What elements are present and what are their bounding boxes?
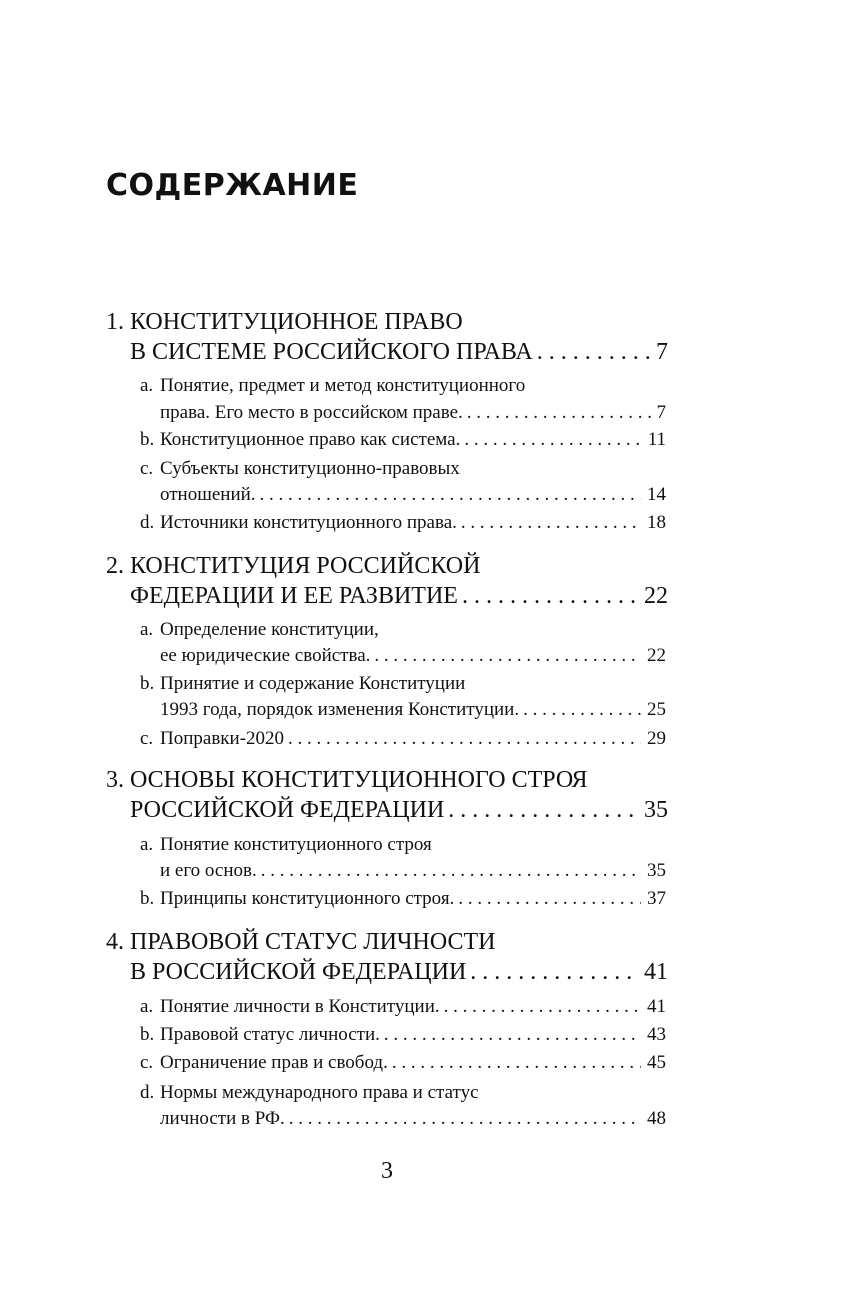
section-title-line1: Конституционное право как система. bbox=[160, 429, 461, 450]
section-page: 14 bbox=[647, 484, 666, 505]
section-title-line1: Нормы международного права и статус bbox=[160, 1082, 479, 1103]
section-letter: b. bbox=[140, 673, 155, 694]
chapter-number: 1. bbox=[106, 309, 124, 335]
section-letter: c. bbox=[140, 1052, 154, 1073]
dot-leader bbox=[537, 337, 650, 367]
dot-leader bbox=[464, 427, 641, 453]
section-title-line1: Источники конституционного права. bbox=[160, 512, 457, 533]
dot-leader bbox=[392, 1050, 641, 1076]
section-title-line1: Понятие конституционного строя bbox=[160, 834, 432, 855]
section-letter: c. bbox=[140, 728, 154, 749]
section-title-line1: Правовой статус личности. bbox=[160, 1024, 380, 1045]
chapter-title-line1: ОСНОВЫ КОНСТИТУЦИОННОГО СТРОЯ bbox=[130, 767, 588, 793]
dot-leader bbox=[444, 994, 641, 1020]
section-title-line1: Субъекты конституционно-правовых bbox=[160, 458, 460, 479]
section-title-line2: отношений. bbox=[160, 484, 256, 505]
section-title-line2: права. Его место в российском праве. bbox=[160, 402, 463, 423]
section-page: 25 bbox=[647, 699, 666, 720]
section-title-line2: личности в РФ. bbox=[160, 1108, 285, 1129]
section-page: 29 bbox=[647, 728, 666, 749]
section-page: 45 bbox=[647, 1052, 666, 1073]
section-letter: a. bbox=[140, 375, 154, 396]
section-page: 35 bbox=[647, 860, 666, 881]
dot-leader bbox=[288, 726, 641, 752]
section-title-line2: и его основ. bbox=[160, 860, 257, 881]
section-page: 48 bbox=[647, 1108, 666, 1129]
chapter-title-line2: РОССИЙСКОЙ ФЕДЕРАЦИИ bbox=[130, 797, 445, 823]
section-letter: d. bbox=[140, 1082, 155, 1103]
section-title-line1: Ограничение прав и свобод. bbox=[160, 1052, 388, 1073]
section-letter: c. bbox=[140, 458, 154, 479]
section-page: 18 bbox=[647, 512, 666, 533]
section-letter: b. bbox=[140, 888, 155, 909]
dot-leader bbox=[289, 1106, 641, 1132]
chapter-title-line2: ФЕДЕРАЦИИ И ЕЕ РАЗВИТИЕ bbox=[130, 583, 458, 609]
section-letter: b. bbox=[140, 1024, 155, 1045]
chapter-page: 41 bbox=[644, 959, 668, 985]
chapter-number: 4. bbox=[106, 929, 124, 955]
section-title-line2: ее юридические свойства. bbox=[160, 645, 371, 666]
section-page: 7 bbox=[656, 402, 666, 423]
page-title: СОДЕРЖАНИЕ bbox=[106, 168, 359, 203]
chapter-page: 22 bbox=[644, 583, 668, 609]
dot-leader bbox=[261, 858, 641, 884]
page-number: 3 bbox=[381, 1158, 393, 1184]
dot-leader bbox=[384, 1022, 641, 1048]
section-title-line1: Понятие, предмет и метод конституционного bbox=[160, 375, 526, 396]
section-page: 37 bbox=[647, 888, 666, 909]
dot-leader bbox=[374, 643, 641, 669]
section-page: 11 bbox=[647, 429, 666, 450]
chapter-number: 3. bbox=[106, 767, 124, 793]
section-title-line1: Поправки-2020 bbox=[160, 728, 285, 749]
section-letter: b. bbox=[140, 429, 155, 450]
dot-leader bbox=[462, 581, 638, 611]
section-page: 22 bbox=[647, 645, 666, 666]
dot-leader bbox=[523, 697, 641, 723]
section-page: 41 bbox=[647, 996, 666, 1017]
chapter-title-line2: В СИСТЕМЕ РОССИЙСКОГО ПРАВА bbox=[130, 339, 533, 365]
section-title-line2: 1993 года, порядок изменения Конституции. bbox=[160, 699, 520, 720]
chapter-number: 2. bbox=[106, 553, 124, 579]
chapter-title-line1: КОНСТИТУЦИЯ РОССИЙСКОЙ bbox=[130, 553, 481, 579]
dot-leader bbox=[461, 510, 641, 536]
chapter-title-line1: КОНСТИТУЦИОННОЕ ПРАВО bbox=[130, 309, 463, 335]
chapter-title-line2: В РОССИЙСКОЙ ФЕДЕРАЦИИ bbox=[130, 959, 467, 985]
section-page: 43 bbox=[647, 1024, 666, 1045]
chapter-title-line1: ПРАВОВОЙ СТАТУС ЛИЧНОСТИ bbox=[130, 929, 496, 955]
dot-leader bbox=[260, 482, 641, 508]
section-title-line1: Определение конституции, bbox=[160, 619, 379, 640]
dot-leader bbox=[470, 957, 638, 987]
dot-leader bbox=[467, 400, 651, 426]
chapter-page: 35 bbox=[644, 797, 668, 823]
section-title-line1: Принципы конституционного строя. bbox=[160, 888, 455, 909]
section-title-line1: Понятие личности в Конституции. bbox=[160, 996, 440, 1017]
section-letter: a. bbox=[140, 996, 154, 1017]
dot-leader bbox=[448, 795, 638, 825]
section-letter: a. bbox=[140, 834, 154, 855]
section-title-line1: Принятие и содержание Конституции bbox=[160, 673, 466, 694]
dot-leader bbox=[458, 886, 641, 912]
section-letter: a. bbox=[140, 619, 154, 640]
section-letter: d. bbox=[140, 512, 155, 533]
chapter-page: 7 bbox=[656, 339, 668, 365]
